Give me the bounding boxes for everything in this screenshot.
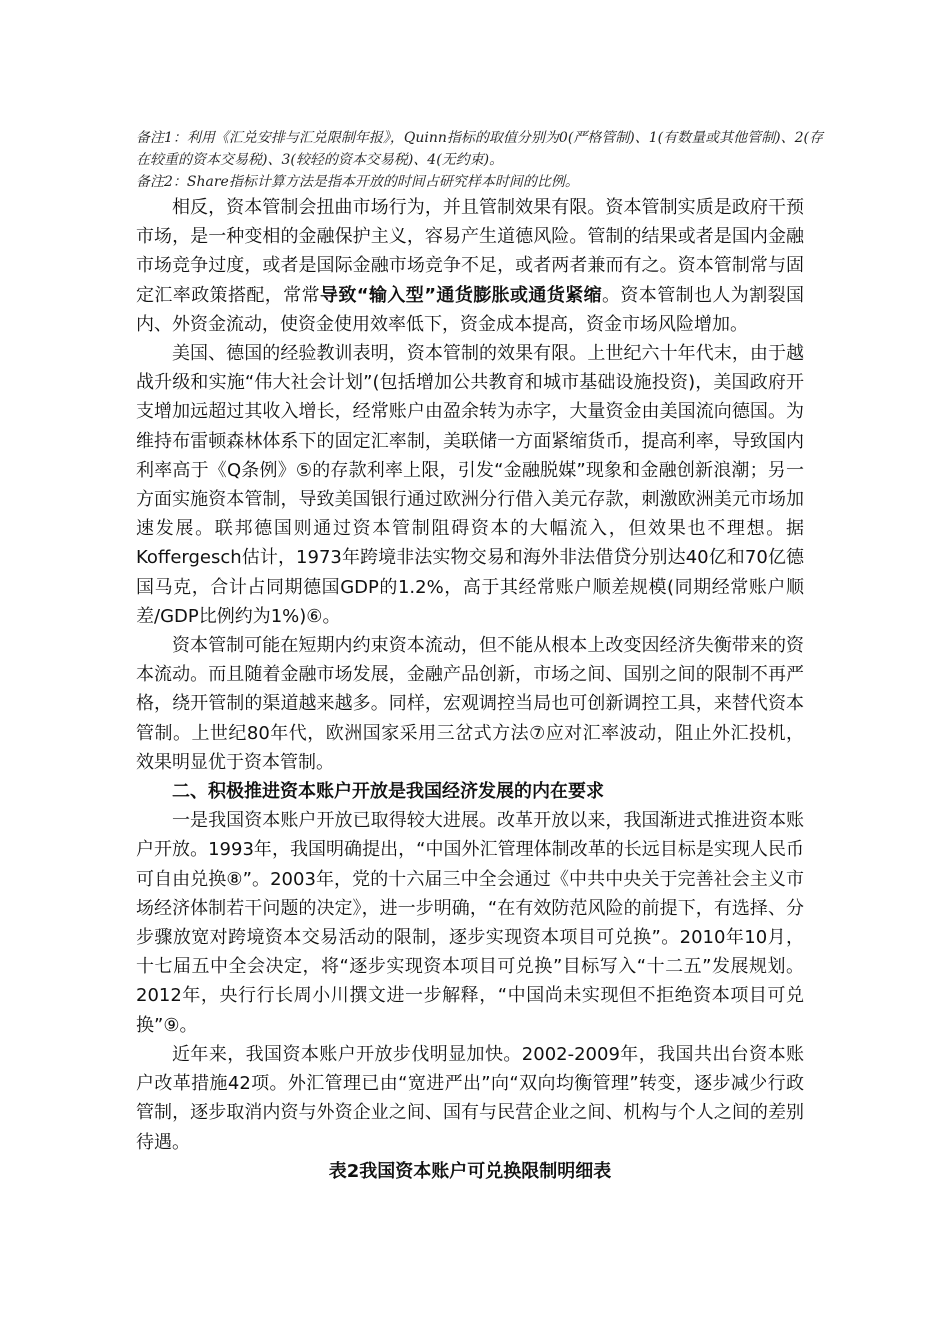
table-notes xyxy=(136,127,826,193)
paragraph-us-germany-experience: 美国、德国的经验教训表明，资本管制的效果有限。上世纪六十年代末，由于越战升级和实施“伟大社会计划”(包括增加公共教育和城市基础设施投资)，美国政府开支增加远超过其收入增长，经常账户由盈余转为赤字，大量资金由美国流向德国。为维持布雷顿森林体系下的固定汇率制，美联储一方面紧缩货币，提高利率，导致国内利率高于《Q条例》⑤的存款利率上限，引发“金融脱媒”现象和金融创新浪潮；另一方面实施资本管制，导致美国银行通过欧洲分行借入美元存款，刺激欧洲美元市场加速发展。联邦德国则通过资本管制阻碍资本的大幅流入，但效果也不理想。据Koffergesch估计，1973年跨境非法实物交易和海外非法借贷分别达40亿和70亿德国马克，合计占同期德国GDP的1.2%，高于其经常账户顺差规模(同期经常账户顺差/GDP比例约为1%)⑥。 xyxy=(136,343,804,627)
paragraph-progress: 一是我国资本账户开放已取得较大进展。改革开放以来，我国渐进式推进资本账户开放。1993年，我国明确提出，“中国外汇管理体制改革的长远目标是实现人民币可自由兑换⑧”。2003年，党的十六届三中全会通过《中共中央关于完善社会主义市场经济体制若干问题的决定》，进一步明确，“在有效防范风险的前提下，有选择、分步骤放宽对跨境资本交易活动的限制，逐步实现资本项目可兑换”。2010年10月，十七届五中全会决定，将“逐步实现资本项目可兑换”目标写入“十二五”发展规划。2012年，央行行长周小川撰文进一步解释，“中国尚未实现但不拒绝资本项目可兑换”⑨。 xyxy=(136,810,804,1036)
bold-emphasis: 导致“输入型”通货膨胀或通货紧缩 xyxy=(319,284,603,306)
paragraph-capital-control-distortion xyxy=(136,193,804,339)
table-caption: 表2我国资本账户可兑换限制明细表 xyxy=(328,1160,612,1182)
paragraph-text: 相反，资本管制会扭曲市场行为，并且管制效果有限。资本管制实质是政府干预市场，是一种变相的金融保护主义，容易产生道德风险。管制的结果或者是国内金融市场竞争过度，或者是国际金融市场竞争不足，或者两者兼而有之。资本管制常与固定汇率政策搭配，常常 xyxy=(136,197,804,306)
note-1: 备注1：利用《汇兑安排与汇兑限制年报》，Quinn指标的取值分别为0(严格管制)、1(有数量或其他管制)、2(存在较重的资本交易税)、3(较轻的资本交易税)、4(无约束)。 xyxy=(136,130,823,168)
note-2: 备注2：Share指标计算方法是指本开放的时间占研究样本时间的比例。 xyxy=(136,174,579,190)
section-heading: 二、积极推进资本账户开放是我国经济发展的内在要求 xyxy=(172,781,604,803)
body-text xyxy=(136,193,804,1186)
paragraph-text: 。资本管制也人为割裂国内、外资金流动，使资金使用效率低下，资金成本提高，资金市场风险增加。 xyxy=(136,284,804,335)
paragraph-recent-pace: 近年来，我国资本账户开放步伐明显加快。2002-2009年，我国共出台资本账户改革措施42项。外汇管理已由“宽进严出”向“双向均衡管理”转变，逐步减少行政管制，逐步取消内资与外资企业之间、国有与民营企业之间、机构与个人之间的差别待遇。 xyxy=(136,1043,804,1153)
paragraph-short-term-effect: 资本管制可能在短期内约束资本流动，但不能从根本上改变因经济失衡带来的资本流动。而且随着金融市场发展，金融产品创新，市场之间、国别之间的限制不再严格，绕开管制的渠道越来越多。同样，宏观调控当局也可创新调控工具，来替代资本管制。上世纪80年代，欧洲国家采用三岔式方法⑦应对汇率波动，阻止外汇投机，效果明显优于资本管制。 xyxy=(136,635,804,773)
